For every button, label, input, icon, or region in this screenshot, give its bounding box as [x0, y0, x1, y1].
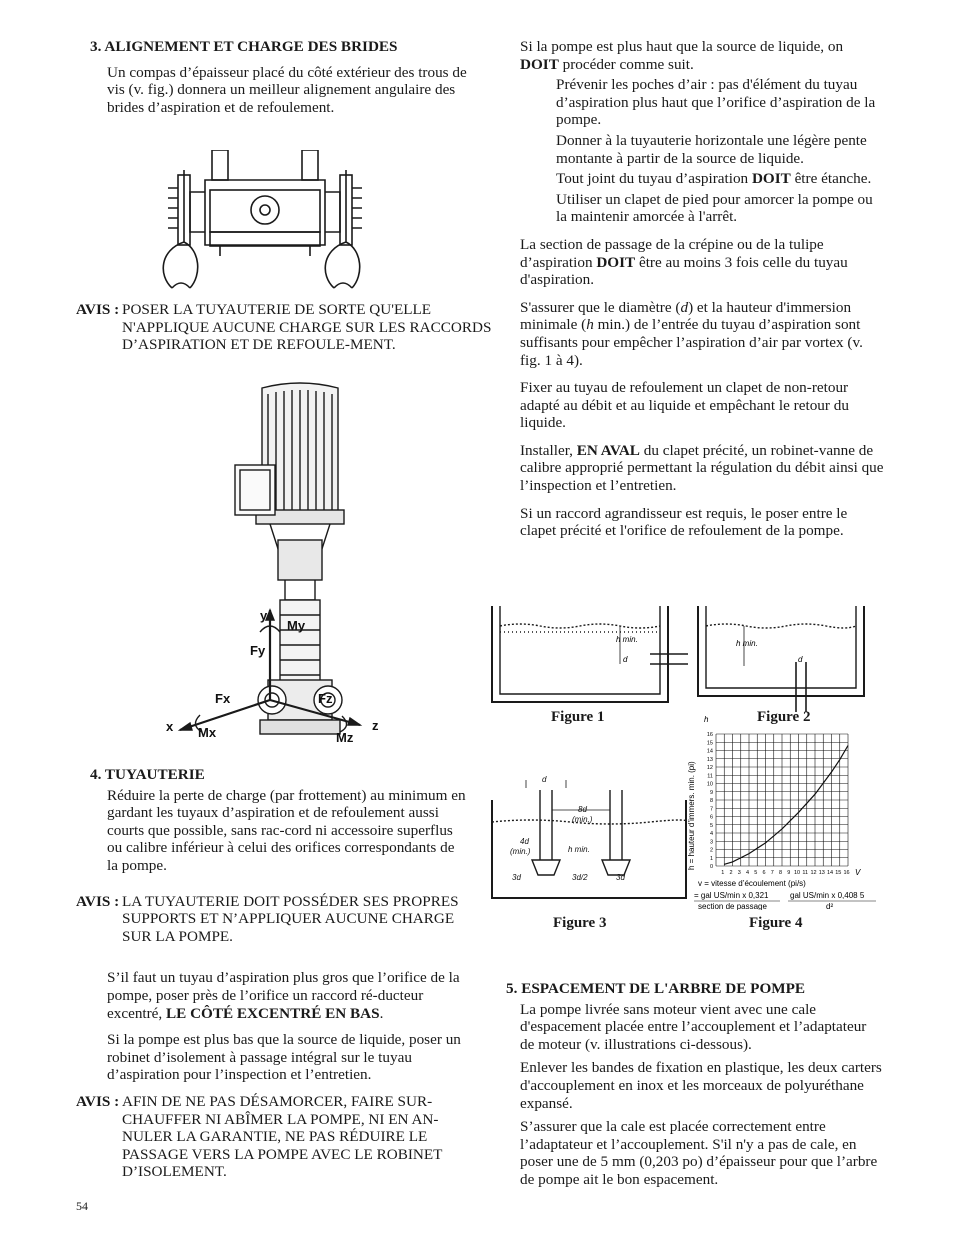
- x-tick-label: 7: [770, 870, 774, 876]
- x-tick-label: 12: [810, 870, 817, 876]
- y-tick-label: 9: [709, 789, 713, 796]
- label-y: y: [260, 608, 268, 623]
- paragraph-pump-higher: [520, 38, 884, 73]
- p1-bold: DOIT: [520, 55, 559, 73]
- label-fz: Fz: [318, 691, 333, 706]
- avis-1: [76, 301, 514, 354]
- y-tick-label: 2: [709, 847, 713, 854]
- b3-bold: DOIT: [751, 170, 791, 188]
- label-mz: Mz: [336, 730, 354, 745]
- y-tick-label: 11: [707, 773, 713, 780]
- chart-y-ticks: [707, 732, 713, 870]
- avis-3-text: AFIN DE NE PAS DÉSAMORCER, FAIRE SUR-CHAUFFER NI ABÎMER LA POMPE, NI EN AN-NULER LA GARANTIE, NE PAS RÉDUIRE LE PASSAGE VERS LA POMPE AVEC LE ROBINET D’ISOLEMENT.: [122, 1092, 443, 1181]
- x-tick-label: 3: [737, 870, 741, 876]
- x-tick-label: 13: [818, 870, 825, 876]
- fig3-8d-label: 8d: [578, 805, 587, 814]
- y-tick-label: 7: [709, 806, 713, 813]
- fig1-hmin-label: h min.: [616, 635, 638, 644]
- b3-a: Tout joint du tuyau d’aspiration: [556, 170, 752, 188]
- x-tick-label: 5: [754, 870, 758, 876]
- chart-x-axis-label: v = vitesse d’écoulement (pi/s): [698, 879, 806, 888]
- p2-bold: DOIT: [596, 253, 636, 271]
- x-tick-label: 1: [721, 870, 725, 876]
- figure-2-caption: Figure 2: [757, 709, 811, 725]
- avis-3-label: AVIS :: [76, 1092, 120, 1110]
- chart-y-axis-label: h = hauteur d’immers. min. (pi): [687, 761, 696, 870]
- figure-2-diagram: [696, 604, 866, 714]
- section-4-title: 4. TUYAUTERIE: [90, 766, 205, 783]
- x-tick-label: 4: [745, 870, 750, 876]
- paragraph-lower-pump: Si la pompe est plus bas que la source de liquide, poser un robinet d’isolement à passage intégral sur le tuyau d’aspiration pour l’inspection et l’entretien.: [107, 1031, 461, 1084]
- y-tick-label: 1: [709, 855, 713, 862]
- y-tick-label: 15: [706, 740, 713, 747]
- fig3-3d-left: 3d: [512, 873, 521, 882]
- paragraph-check-valve: Fixer au tuyau de refoulement un clapet de non-retour adapté au débit et au liquide et empêchant le retour du liquide.: [520, 379, 849, 432]
- bullet-foot-valve: Utiliser un clapet de pied pour amorcer la pompe ou la maintenir amorcée à l'arrêt.: [556, 190, 873, 226]
- formula-b: gal US/min x 0,408 5: [790, 891, 865, 900]
- paragraph-gate-valve: [520, 442, 884, 495]
- flange-alignment-figure: [150, 150, 380, 290]
- section-5-p1: La pompe livrée sans moteur vient avec une cale d'espacement placée entre l’accouplement et l’adaptateur de moteur (v. illustrations ci-dessous).: [520, 1000, 867, 1053]
- p3-c: min.) de l’entrée du tuyau d’aspiration sont suffisants pour empêcher l’aspiration d’air par vortex (v. fig. 1 à 4).: [520, 316, 863, 369]
- p3-a: S'assurer que le diamètre (: [520, 298, 681, 316]
- section-4-text: Réduire la perte de charge (par frottement) au minimum en gardant les tuyaux d’aspiration et de refoulement aussi courts que possible, sans rac-cord ni accessoire superflus ou calibre inférieur à celui des orifices correspondants de la pompe.: [107, 786, 466, 874]
- p3-b: ) et la hauteur d'immersion minimale (: [520, 298, 852, 334]
- p3-h: h: [586, 316, 594, 334]
- figure-1-diagram: [490, 604, 690, 704]
- label-fy: Fy: [250, 643, 266, 658]
- formula-d: d²: [826, 902, 834, 910]
- fig3-d-label: d: [542, 775, 547, 784]
- section-4: [76, 766, 468, 1181]
- bullet-slope: Donner à la tuyauterie horizontale une légère pente montante à partir de la source de liquide.: [556, 131, 867, 167]
- formula-a: = gal US/min x 0,321: [694, 891, 769, 900]
- figure-4-caption: Figure 4: [749, 915, 803, 931]
- p2-a: La section de passage de la crépine ou de la tulipe d’aspiration: [520, 235, 824, 271]
- fig1-d-label: d: [623, 655, 628, 664]
- y-tick-label: 8: [709, 798, 713, 804]
- y-tick-label: 13: [706, 756, 713, 763]
- right-column: [504, 38, 884, 540]
- bullet-air-pockets: Prévenir les poches d’air : pas d'élément du tuyau d’aspiration plus haut que l’orifice d’aspiration de la pompe.: [556, 76, 876, 129]
- section-5-title: 5. ESPACEMENT DE L'ARBRE DE POMPE: [506, 980, 805, 997]
- section-5: [504, 980, 884, 1189]
- section-5-p3: S’assurer que la cale est placée correctement entre l’adaptateur et l’accouplement. S'il n'y a pas de cale, en poser une de 5 mm (0,203 po) d’épaisseur pour que l’arbre de pompe ait le bon espacement.: [520, 1118, 878, 1188]
- avis-1-label: AVIS :: [76, 301, 120, 318]
- x-tick-label: 11: [802, 870, 809, 876]
- bullet-joints: [556, 170, 884, 188]
- label-my: My: [287, 618, 306, 633]
- chart-grid: [716, 734, 848, 866]
- section-5-p2: Enlever les bandes de fixation en plastique, les deux carters d'accouplement en inox et les morceaux de polyuréthane expansé.: [520, 1059, 882, 1112]
- x-tick-label: 15: [835, 870, 842, 876]
- pump-load-figure: [160, 380, 410, 750]
- paragraph-expander: Si un raccord agrandisseur est requis, le poser entre le clapet précité et l'orifice de refoulement de la pompe.: [520, 504, 848, 540]
- fig3-3d-half: 3d/2: [572, 873, 588, 882]
- page-number: 54: [76, 1199, 88, 1213]
- chart-v-letter: V: [855, 868, 861, 877]
- paragraph-strainer: [520, 236, 884, 289]
- fig3-hmin-label: h min.: [568, 845, 590, 854]
- avis-2: [76, 893, 468, 946]
- y-tick-label: 5: [709, 822, 713, 829]
- paragraph-reducer: [107, 969, 468, 1022]
- left-column: [76, 38, 468, 116]
- figure-1-caption: Figure 1: [551, 709, 605, 725]
- y-tick-label: 3: [709, 839, 713, 846]
- chart-curve: [724, 746, 848, 865]
- p1-c: procéder comme suit.: [558, 55, 694, 73]
- avis-1-text: POSER LA TUYAUTERIE DE SORTE QU'ELLE N'APPLIQUE AUCUNE CHARGE SUR LES RACCORDS D’ASPIRATION ET DE REFOULE-MENT.: [122, 301, 492, 354]
- reducer-text-a: S’il faut un tuyau d’aspiration plus gros que l’orifice de la pompe, poser près de l’orifice un raccord ré-ducteur excentré,: [107, 969, 460, 1022]
- p5-bold: EN AVAL: [576, 441, 640, 459]
- y-tick-label: 14: [706, 748, 713, 755]
- b3-c: être étanche.: [790, 170, 872, 188]
- x-tick-label: 16: [843, 870, 850, 876]
- paragraph-diameter: [520, 299, 884, 369]
- figure-4-chart: [680, 710, 880, 910]
- figure-3-diagram: [490, 770, 690, 900]
- p5-c: du clapet précité, un robinet-vanne de calibre approprié permettant la régulation du débit ainsi que l’inspection et l’entretien.: [520, 441, 884, 495]
- reducer-text-bold: LE CÔTÉ EXCENTRÉ EN BAS: [166, 1004, 380, 1022]
- x-tick-label: 9: [787, 870, 791, 876]
- y-tick-label: 6: [709, 814, 713, 821]
- fig2-d-label: d: [798, 655, 803, 664]
- chart-x-ticks: [721, 870, 849, 876]
- x-tick-label: 8: [778, 870, 783, 876]
- reducer-text-c: .: [379, 1004, 384, 1022]
- p2-c: être au moins 3 fois celle du tuyau d'aspiration.: [520, 253, 848, 289]
- x-tick-label: 14: [826, 870, 834, 876]
- label-z: z: [372, 718, 379, 733]
- y-tick-label: 10: [706, 781, 713, 788]
- fig3-3d-right: 3d: [616, 873, 625, 882]
- formula-c: section de passage: [698, 902, 767, 910]
- section-3-text: Un compas d’épaisseur placé du côté extérieur des trous de vis (v. fig.) donnera un meilleur alignement angulaire des brides d’aspiration et de refoulement.: [107, 63, 467, 116]
- x-tick-label: 10: [793, 870, 801, 876]
- chart-h-letter: h: [704, 715, 709, 724]
- x-tick-label: 2: [729, 870, 733, 876]
- fig3-4d-label: 4d: [520, 837, 529, 846]
- avis-3: [76, 1093, 468, 1181]
- avis-2-label: AVIS :: [76, 892, 120, 910]
- p1-a: Si la pompe est plus haut que la source de liquide, on: [520, 38, 844, 55]
- label-fx: Fx: [215, 691, 231, 706]
- fig3-4d-min-label: (min.): [510, 847, 531, 856]
- p5-a: Installer,: [520, 441, 577, 459]
- avis-2-text: LA TUYAUTERIE DOIT POSSÉDER SES PROPRES SUPPORTS ET N’APPLIQUER AUCUNE CHARGE SUR LA POMPE.: [122, 892, 459, 945]
- fig3-min-label: (min.): [572, 815, 593, 824]
- label-x: x: [166, 719, 174, 734]
- p3-d: d: [680, 298, 689, 316]
- x-tick-label: 6: [762, 870, 766, 876]
- y-tick-label: 12: [706, 765, 713, 771]
- y-tick-label: 16: [706, 732, 713, 738]
- fig2-hmin-label: h min.: [736, 639, 758, 648]
- section-3-title: 3. ALIGNEMENT ET CHARGE DES BRIDES: [90, 38, 398, 55]
- y-tick-label: 4: [709, 831, 713, 837]
- y-tick-label: 0: [709, 864, 713, 870]
- figure-3-caption: Figure 3: [553, 915, 607, 931]
- label-mx: Mx: [198, 725, 217, 740]
